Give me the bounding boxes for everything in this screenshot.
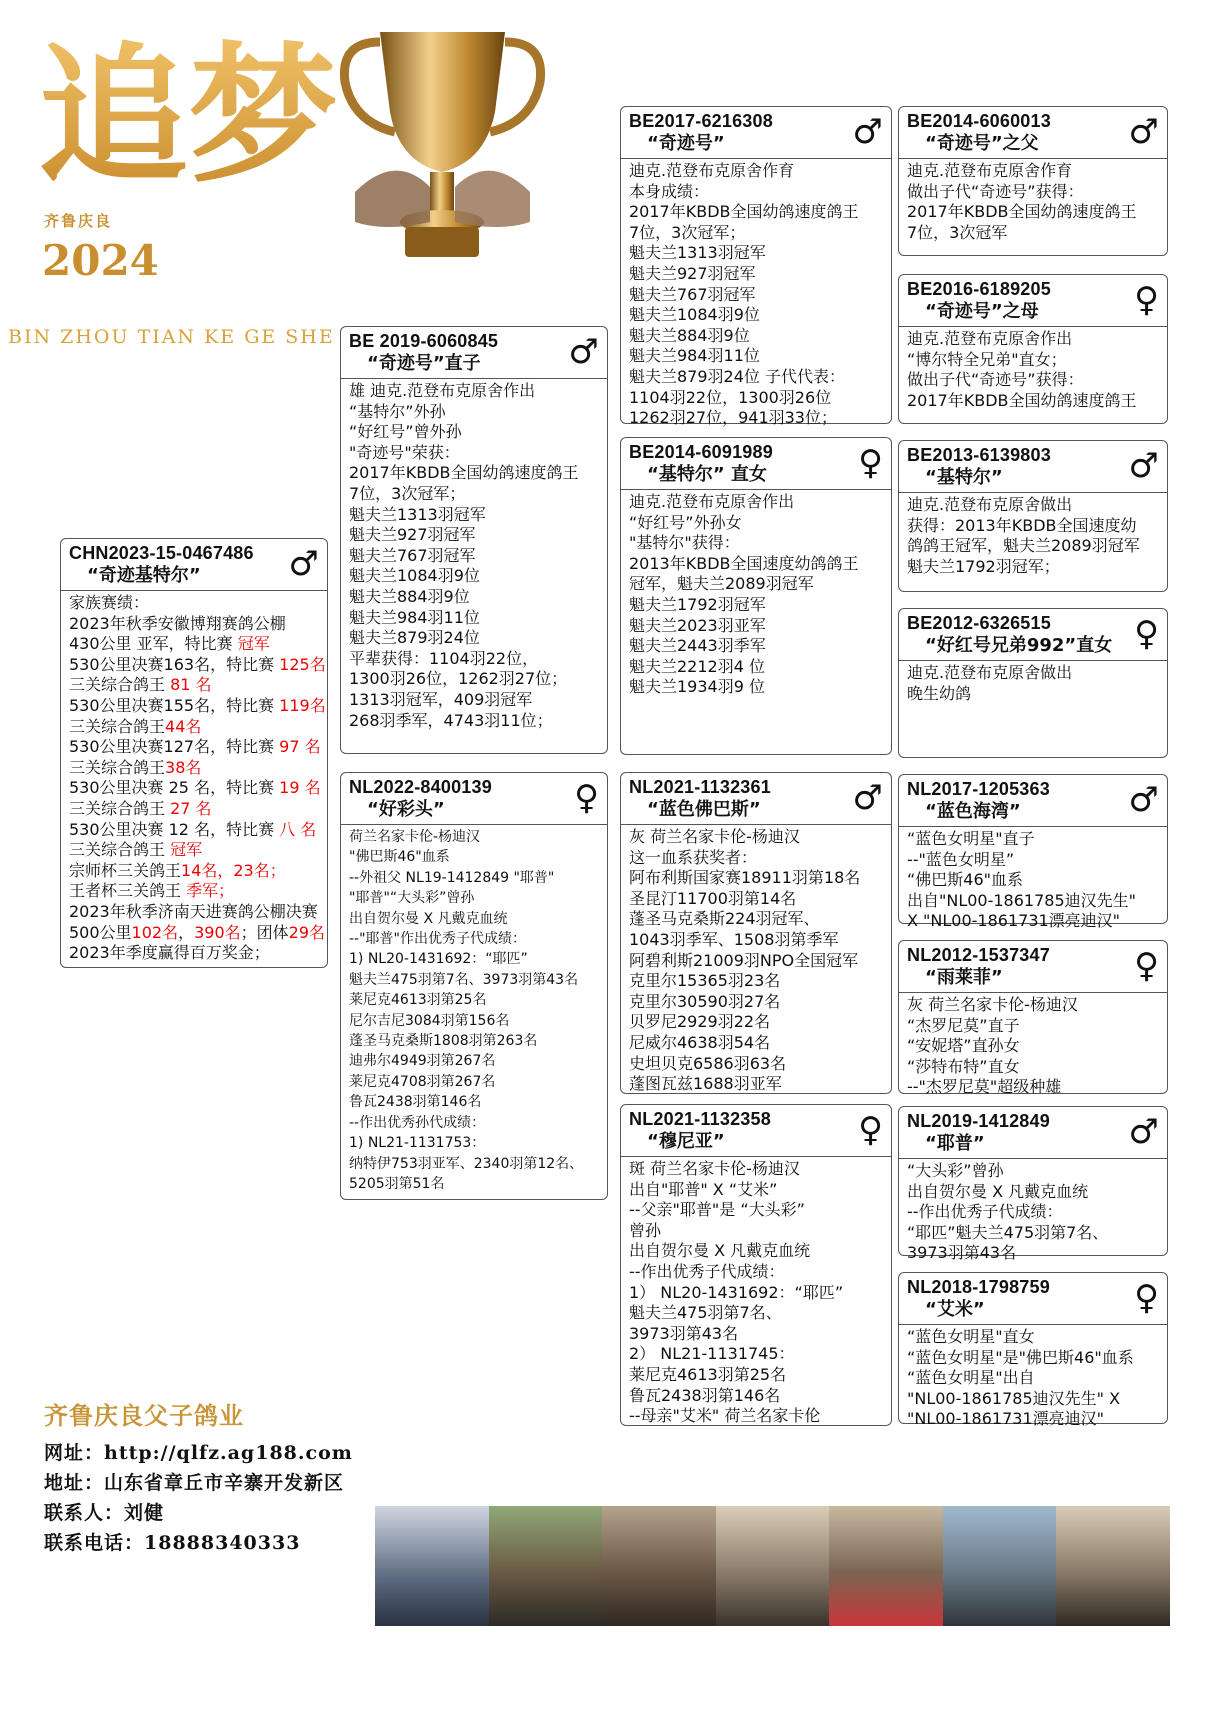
- pigeon-name: “奇迹号”之母: [925, 301, 1039, 322]
- card-sds: [898, 440, 1168, 592]
- line-text: ，: [178, 922, 195, 942]
- pigeon-name: “基特尔”: [925, 467, 1003, 488]
- card-line: 做出子代“奇迹号”获得：: [907, 370, 1084, 390]
- card-line: “蓝色女明星"直子: [907, 829, 1035, 848]
- card-line: 出自"耶普" X “艾米”: [629, 1179, 778, 1199]
- male-icon: ♂: [568, 332, 599, 372]
- card-dam: [340, 772, 608, 1200]
- card-line: "耶普"“大头彩”曾孙: [349, 890, 475, 907]
- card-line: 3973羽第43名: [629, 1323, 739, 1343]
- card-line: "基特尔"获得：: [629, 533, 740, 553]
- card-line: “蓝色女明星"是"佛巴斯46"血系: [907, 1347, 1134, 1367]
- card-line: 魁夫兰1934羽9 位: [629, 677, 765, 697]
- card-ssd: [898, 274, 1168, 424]
- card-header: [61, 539, 327, 591]
- card-line: 获得：2013年KBDB全国速度幼: [907, 515, 1137, 535]
- card-line: 鸽鸽王冠军，魁夫兰2089羽冠军: [907, 536, 1140, 556]
- line-text: 2023年秋季安徽博翔赛鸽公棚: [69, 613, 286, 633]
- photo-strip: [375, 1506, 1170, 1626]
- card-body: [899, 1325, 1167, 1430]
- card-header: [899, 1107, 1167, 1159]
- line-text: 530公里决赛155名，特比赛: [69, 695, 280, 715]
- photo-3: [602, 1506, 716, 1626]
- card-line: 魁夫兰1084羽9位: [629, 305, 760, 325]
- card-line: 出自"NL00-1861785迪汉先生": [907, 890, 1136, 910]
- ring-number: BE2014-6091989: [629, 442, 773, 462]
- card-line: --"杰罗尼莫"超级种雄: [907, 1077, 1062, 1097]
- card-line: 魁夫兰1313羽冠军: [629, 243, 766, 263]
- card-line: [69, 840, 321, 861]
- ring-number: BE2017-6216308: [629, 111, 773, 131]
- card-line: "佛巴斯46"血系: [349, 849, 450, 866]
- line-text: 三关综合鸽王: [69, 798, 171, 818]
- card-line: 鲁瓦2438羽第146名: [349, 1094, 482, 1111]
- card-body: [341, 825, 607, 1194]
- pigeon-name: “耶普”: [925, 1133, 985, 1154]
- card-line: 晚生幼鸽: [907, 683, 972, 703]
- ring-number: BE2016-6189205: [907, 279, 1051, 299]
- card-line: 出自贺尔曼 X 凡戴克血统: [349, 910, 508, 927]
- pigeon-name: “艾米”: [925, 1299, 985, 1320]
- card-sdd: [898, 608, 1168, 758]
- card-header: [899, 107, 1167, 159]
- card-line: 荷兰名家卡伦-杨迪汉: [349, 829, 481, 845]
- card-line: [69, 654, 326, 676]
- card-line: 魁夫兰2023羽亚军: [629, 615, 766, 635]
- card-line: 蓬图瓦兹1688羽亚军: [629, 1074, 782, 1094]
- card-line: --父亲"耶普"是 “大头彩”: [629, 1200, 805, 1220]
- card-line: 圣昆汀11700羽第14名: [629, 888, 797, 908]
- line-text: 2023年秋季济南天进赛鸽公棚决赛: [69, 901, 318, 921]
- company-name: 齐鲁庆良父子鸽业: [44, 1402, 244, 1430]
- card-line: 魁夫兰475羽第7名、: [629, 1303, 782, 1323]
- card-body: [899, 661, 1167, 704]
- card-line: 1262羽27位，941羽33位；: [629, 408, 837, 428]
- card-dam-dam: [620, 1104, 892, 1426]
- line-text: 430公里 亚军，特比赛: [69, 634, 238, 654]
- card-line: 3973羽第43名: [907, 1243, 1017, 1263]
- pigeon-name: “奇迹号”: [647, 133, 725, 154]
- card-line: 平辈获得：1104羽22位，: [349, 648, 539, 668]
- card-line: 魁夫兰1084羽9位: [349, 566, 480, 586]
- card-line: 莱尼克4613羽第25名: [629, 1364, 787, 1384]
- card-body: [61, 591, 327, 964]
- card-line: --作出优秀孙代成绩：: [349, 1114, 486, 1131]
- photo-6: [943, 1506, 1057, 1626]
- pigeon-name: “好红号兄弟992”直女: [925, 635, 1113, 656]
- card-line: 阿布利斯国家赛18911羽第18名: [629, 868, 861, 888]
- pigeon-name: “奇迹号”直子: [367, 353, 481, 374]
- card-dsd: [898, 940, 1168, 1097]
- card-body: [621, 825, 891, 1095]
- card-line: 1104羽22位，1300羽26位: [629, 387, 832, 407]
- pigeon-name: “基特尔” 直女: [647, 464, 767, 485]
- ring-number: BE2012-6326515: [907, 613, 1051, 633]
- card-line: X "NL00-1861731漂亮迪汉": [907, 911, 1121, 931]
- card-line: --作出优秀子代成绩：: [629, 1261, 785, 1281]
- card-line: 斑 荷兰名家卡伦-杨迪汉: [629, 1159, 800, 1178]
- card-line: 迪弗尔4949羽第267名: [349, 1053, 496, 1070]
- highlight-text: 八 名: [279, 819, 317, 839]
- card-line: “博尔特全兄弟"直女；: [907, 349, 1067, 369]
- card-line: 魁夫兰884羽9位: [349, 586, 470, 606]
- card-line: 魁夫兰475羽第7名、3973羽第43名: [349, 971, 579, 988]
- card-line: "奇迹号"荣获：: [349, 442, 460, 462]
- highlight-text: 19 名: [279, 778, 321, 798]
- card-line: 魁夫兰2443羽季军: [629, 636, 766, 656]
- card-line: 魁夫兰1313羽冠军: [349, 504, 486, 524]
- card-line: [69, 593, 321, 614]
- card-line: 7位，3次冠军: [907, 222, 1008, 242]
- card-line: 贝罗尼2929羽22名: [629, 1012, 771, 1032]
- highlight-text: 125名: [279, 654, 326, 674]
- card-line: [69, 634, 321, 655]
- highlight-text: 102名: [131, 922, 179, 942]
- card-body: [899, 1159, 1167, 1264]
- highlight-text: 27 名: [170, 798, 212, 818]
- card-line: 魁夫兰2212羽4 位: [629, 656, 765, 676]
- ring-number: CHN2023-15-0467486: [69, 543, 254, 563]
- card-line: 2017年KBDB全国幼鸽速度鸽王: [907, 390, 1137, 410]
- photo-7: [1056, 1506, 1170, 1626]
- ring-number: BE2013-6139803: [907, 445, 1051, 465]
- card-line: 魁夫兰984羽11位: [629, 346, 760, 366]
- card-header: [899, 609, 1167, 661]
- card-header: [621, 773, 891, 825]
- card-sire: [340, 326, 608, 754]
- card-line: --"蓝色女明星”: [907, 849, 1015, 869]
- card-line: 1043羽季军、1508羽第季军: [629, 929, 839, 949]
- pigeon-name: “蓝色海湾”: [925, 801, 1021, 822]
- card-line: 魁夫兰1792羽冠军；: [907, 556, 1060, 576]
- logo-year: 2024: [42, 236, 159, 285]
- card-header: [899, 441, 1167, 493]
- website: 网址：http://qlfz.ag188.com: [44, 1442, 353, 1464]
- card-line: 阿碧利斯21009羽NPO全国冠军: [629, 950, 859, 970]
- line-text: 三关综合鸽王: [69, 757, 166, 777]
- male-icon: ♂: [852, 112, 883, 152]
- card-line: 魁夫兰879羽24位 子代代表：: [629, 366, 845, 386]
- card-line: 2017年KBDB全国幼鸽速度鸽王: [349, 463, 579, 483]
- card-line: 迪克.范登布克原舍作出: [907, 329, 1073, 348]
- highlight-text: 14名，23名；: [181, 860, 286, 880]
- card-header: [621, 438, 891, 490]
- female-icon: ♀: [574, 778, 599, 818]
- highlight-text: 冠军: [170, 840, 203, 860]
- card-line: 克里尔30590羽27名: [629, 991, 781, 1011]
- card-line: 出自贺尔曼 X 凡戴克血统: [629, 1241, 811, 1261]
- card-line: “大头彩”曾孙: [907, 1161, 1004, 1180]
- female-icon: ♀: [858, 443, 883, 483]
- card-ddd: [898, 1272, 1168, 1429]
- card-body: [621, 490, 891, 698]
- logo-char-zhui: 追梦: [38, 30, 339, 204]
- card-line: “安妮塔”直孙女: [907, 1036, 1020, 1056]
- pigeon-name: “雨莱菲”: [925, 967, 1003, 988]
- female-icon: ♀: [858, 1110, 883, 1150]
- card-line: 莱尼克4708羽第267名: [349, 1073, 496, 1090]
- ring-number: BE2014-6060013: [907, 111, 1051, 131]
- card-line: 尼尔吉尼3084羽第156名: [349, 1012, 510, 1029]
- highlight-text: 冠军: [237, 634, 270, 654]
- card-line: “佛巴斯46"血系: [907, 870, 1024, 890]
- card-line: “杰罗尼莫”直子: [907, 1015, 1020, 1035]
- card-line: [69, 902, 321, 923]
- pigeon-name: “奇迹号”之父: [925, 133, 1039, 154]
- card-line: 7位，3次冠军；: [349, 483, 466, 503]
- card-line: 迪克.范登布克原舍作出: [629, 492, 795, 511]
- card-line: 雄 迪克.范登布克原舍作出: [349, 381, 536, 400]
- highlight-text: 390名: [194, 922, 241, 942]
- male-icon: ♂: [288, 544, 319, 584]
- card-line: 1） NL20-1431692：“耶匹”: [629, 1282, 844, 1302]
- card-line: “好红号”曾外孙: [349, 422, 462, 442]
- card-header: [621, 1105, 891, 1157]
- card-line: 2） NL21-1131745：: [629, 1344, 795, 1364]
- card-line: 灰 荷兰名家卡伦-杨迪汉: [629, 827, 800, 846]
- card-header: [899, 275, 1167, 327]
- card-line: 蓬圣马克桑斯224羽冠军、: [629, 909, 820, 929]
- card-line: [69, 799, 321, 820]
- card-line: [69, 943, 321, 964]
- line-text: 530公里决赛 25 名，特比赛: [69, 778, 280, 798]
- female-icon: ♀: [1134, 946, 1159, 986]
- photo-2: [489, 1506, 603, 1626]
- card-header: [899, 775, 1167, 827]
- card-line: 迪克.范登布克原舍做出: [907, 663, 1073, 682]
- highlight-text: 29名: [288, 922, 326, 942]
- card-body: [899, 327, 1167, 411]
- line-text: 三关综合鸽王: [69, 840, 171, 860]
- card-line: [69, 695, 326, 717]
- card-line: --外祖父 NL19-1412849 "耶普": [349, 869, 555, 886]
- male-icon: ♂: [1128, 446, 1159, 486]
- ring-number: NL2012-1537347: [907, 945, 1050, 965]
- line-text: 宗师杯三关鸽王: [69, 860, 182, 880]
- card-line: 魁夫兰879羽24位: [349, 628, 480, 648]
- card-line: 史坦贝克6586羽63名: [629, 1053, 787, 1073]
- male-icon: ♂: [1128, 112, 1159, 152]
- card-line: 7位，3次冠军；: [629, 222, 746, 242]
- card-line: “好红号”外孙女: [629, 512, 742, 532]
- highlight-text: 38名: [165, 757, 202, 777]
- card-line: 灰 荷兰名家卡伦-杨迪汉: [907, 995, 1078, 1014]
- card-body: [899, 493, 1167, 577]
- contact-phone: 联系电话：18888340333: [44, 1532, 301, 1554]
- ring-number: NL2018-1798759: [907, 1277, 1050, 1297]
- ring-number: NL2019-1412849: [907, 1111, 1050, 1131]
- line-text: ；团体: [240, 922, 289, 942]
- card-line: "NL00-1861785迪汉先生" X: [907, 1388, 1121, 1408]
- card-line: 蓬圣马克桑斯1808羽第263名: [349, 1033, 538, 1050]
- logo-subtitle: BIN ZHOU TIAN KE GE SHE: [8, 326, 335, 348]
- ring-number: NL2021-1132358: [629, 1109, 771, 1129]
- card-line: 克里尔15365羽23名: [629, 971, 781, 991]
- card-dds: [898, 1106, 1168, 1263]
- card-dss: [898, 774, 1168, 931]
- card-line: 曾孙: [629, 1220, 662, 1240]
- female-icon: ♀: [1134, 614, 1159, 654]
- card-header: [899, 941, 1167, 993]
- line-text: 530公里决赛 12 名，特比赛: [69, 819, 280, 839]
- line-text: 530公里决赛163名，特比赛: [69, 654, 280, 674]
- card-line: 魁夫兰767羽冠军: [349, 545, 476, 565]
- card-line: 这一血系获奖者：: [629, 847, 758, 867]
- card-line: [69, 737, 321, 758]
- card-line: “基特尔”外孙: [349, 401, 446, 421]
- card-line: [69, 614, 321, 635]
- card-line: 迪克.范登布克原舍作育: [629, 161, 795, 180]
- card-header: [341, 773, 607, 825]
- card-body: [899, 827, 1167, 932]
- pigeon-name: “奇迹基特尔”: [87, 565, 201, 586]
- card-line: [69, 861, 321, 882]
- card-sss: [898, 106, 1168, 256]
- card-line: 1300羽26位，1262羽27位；: [349, 669, 568, 689]
- card-line: [69, 820, 321, 841]
- ring-number: NL2017-1205363: [907, 779, 1050, 799]
- logo-small-label: 齐鲁庆良: [44, 212, 113, 230]
- line-text: 三关综合鸽王: [69, 716, 166, 736]
- trophy-image: [335, 22, 550, 262]
- pigeon-name: “穆尼亚”: [647, 1131, 725, 1152]
- card-header: [341, 327, 607, 379]
- card-sire-sire: [620, 106, 892, 428]
- card-line: 1) NL21-1131753：: [349, 1135, 486, 1152]
- card-line: [69, 778, 321, 799]
- card-body: [341, 379, 607, 731]
- card-line: 2013年KBDB全国速度幼鸽鸽王: [629, 553, 859, 573]
- card-line: 冠军，魁夫兰2089羽冠军: [629, 574, 814, 594]
- address: 地址：山东省章丘市辛寨开发新区: [44, 1472, 345, 1494]
- highlight-text: 季军；: [186, 881, 235, 901]
- card-line: --作出优秀子代成绩：: [907, 1202, 1063, 1222]
- card-line: 魁夫兰884羽9位: [629, 325, 750, 345]
- ring-number: NL2021-1132361: [629, 777, 771, 797]
- card-body: [621, 159, 891, 429]
- card-line: [69, 758, 321, 779]
- line-text: 500公里: [69, 922, 132, 942]
- line-text: 王者杯三关鸽王: [69, 881, 187, 901]
- card-dam-sire: [620, 772, 892, 1094]
- card-line: “莎特布特”直女: [907, 1056, 1020, 1076]
- card-line: [69, 881, 321, 902]
- card-line: “蓝色女明星"直女: [907, 1327, 1035, 1346]
- line-text: 2023年季度赢得百万奖金；: [69, 943, 270, 963]
- photo-4: [716, 1506, 830, 1626]
- highlight-text: 119名: [279, 695, 326, 715]
- card-line: 尼威尔4638羽54名: [629, 1032, 771, 1052]
- card-header: [899, 1273, 1167, 1325]
- highlight-text: 44名: [165, 716, 202, 736]
- card-body: [621, 1157, 891, 1427]
- photo-1: [375, 1506, 489, 1626]
- card-sire-dam: [620, 437, 892, 755]
- line-text: 三关综合鸽王: [69, 675, 171, 695]
- female-icon: ♀: [1134, 280, 1159, 320]
- highlight-text: 81 名: [170, 675, 212, 695]
- contact-person: 联系人：刘健: [44, 1502, 165, 1524]
- card-line: 5205羽第51名: [349, 1175, 445, 1192]
- card-line: 魁夫兰767羽冠军: [629, 284, 756, 304]
- female-icon: ♀: [1134, 1278, 1159, 1318]
- line-text: 530公里决赛127名，特比赛: [69, 737, 280, 757]
- card-body: [899, 159, 1167, 243]
- card-line: 纳特伊753羽亚军、2340羽第12名、: [349, 1155, 584, 1172]
- card-line: 出自贺尔曼 X 凡戴克血统: [907, 1181, 1089, 1201]
- photo-5: [829, 1506, 943, 1626]
- card-line: [69, 922, 326, 944]
- card-line: 做出子代“奇迹号”获得：: [907, 181, 1084, 201]
- card-line: --母亲"艾米" 荷兰名家卡伦: [629, 1406, 821, 1426]
- male-icon: ♂: [1128, 780, 1159, 820]
- card-body: [899, 993, 1167, 1098]
- card-header: [621, 107, 891, 159]
- card-line: 1313羽冠军，409羽冠军: [349, 689, 533, 709]
- card-line: 迪克.范登布克原舍作育: [907, 161, 1073, 180]
- card-line: “耶匹”魁夫兰475羽第7名、: [907, 1222, 1109, 1242]
- pigeon-name: “好彩头”: [367, 799, 445, 820]
- card-line: [69, 675, 321, 696]
- card-main-pigeon: [60, 538, 328, 968]
- card-line: 魁夫兰927羽冠军: [349, 525, 476, 545]
- card-line: 本身成绩：: [629, 181, 710, 201]
- line-text: 家族赛绩：: [69, 593, 150, 612]
- pigeon-name: “蓝色佛巴斯”: [647, 799, 761, 820]
- male-icon: ♂: [1128, 1112, 1159, 1152]
- card-line: 鲁瓦2438羽第146名: [629, 1385, 781, 1405]
- ring-number: BE 2019-6060845: [349, 331, 499, 351]
- card-line: 莱尼克4613羽第25名: [349, 992, 487, 1009]
- card-line: 魁夫兰1792羽冠军: [629, 594, 766, 614]
- ring-number: NL2022-8400139: [349, 777, 492, 797]
- card-line: 1) NL20-1431692：“耶匹”: [349, 951, 528, 968]
- card-line: 迪克.范登布克原舍做出: [907, 495, 1073, 514]
- card-line: --"耶普"作出优秀子代成绩：: [349, 931, 526, 948]
- card-line: 2017年KBDB全国幼鸽速度鸽王: [907, 202, 1137, 222]
- highlight-text: 97 名: [279, 737, 321, 757]
- card-line: 魁夫兰984羽11位: [349, 607, 480, 627]
- card-line: [69, 717, 321, 738]
- card-line: 魁夫兰927羽冠军: [629, 263, 756, 283]
- card-line: "NL00-1861731漂亮迪汉": [907, 1409, 1104, 1429]
- card-line: 2017年KBDB全国幼鸽速度鸽王: [629, 202, 859, 222]
- card-line: “蓝色女明星"出自: [907, 1368, 1035, 1388]
- male-icon: ♂: [852, 778, 883, 818]
- card-line: 268羽季军，4743羽11位；: [349, 710, 553, 730]
